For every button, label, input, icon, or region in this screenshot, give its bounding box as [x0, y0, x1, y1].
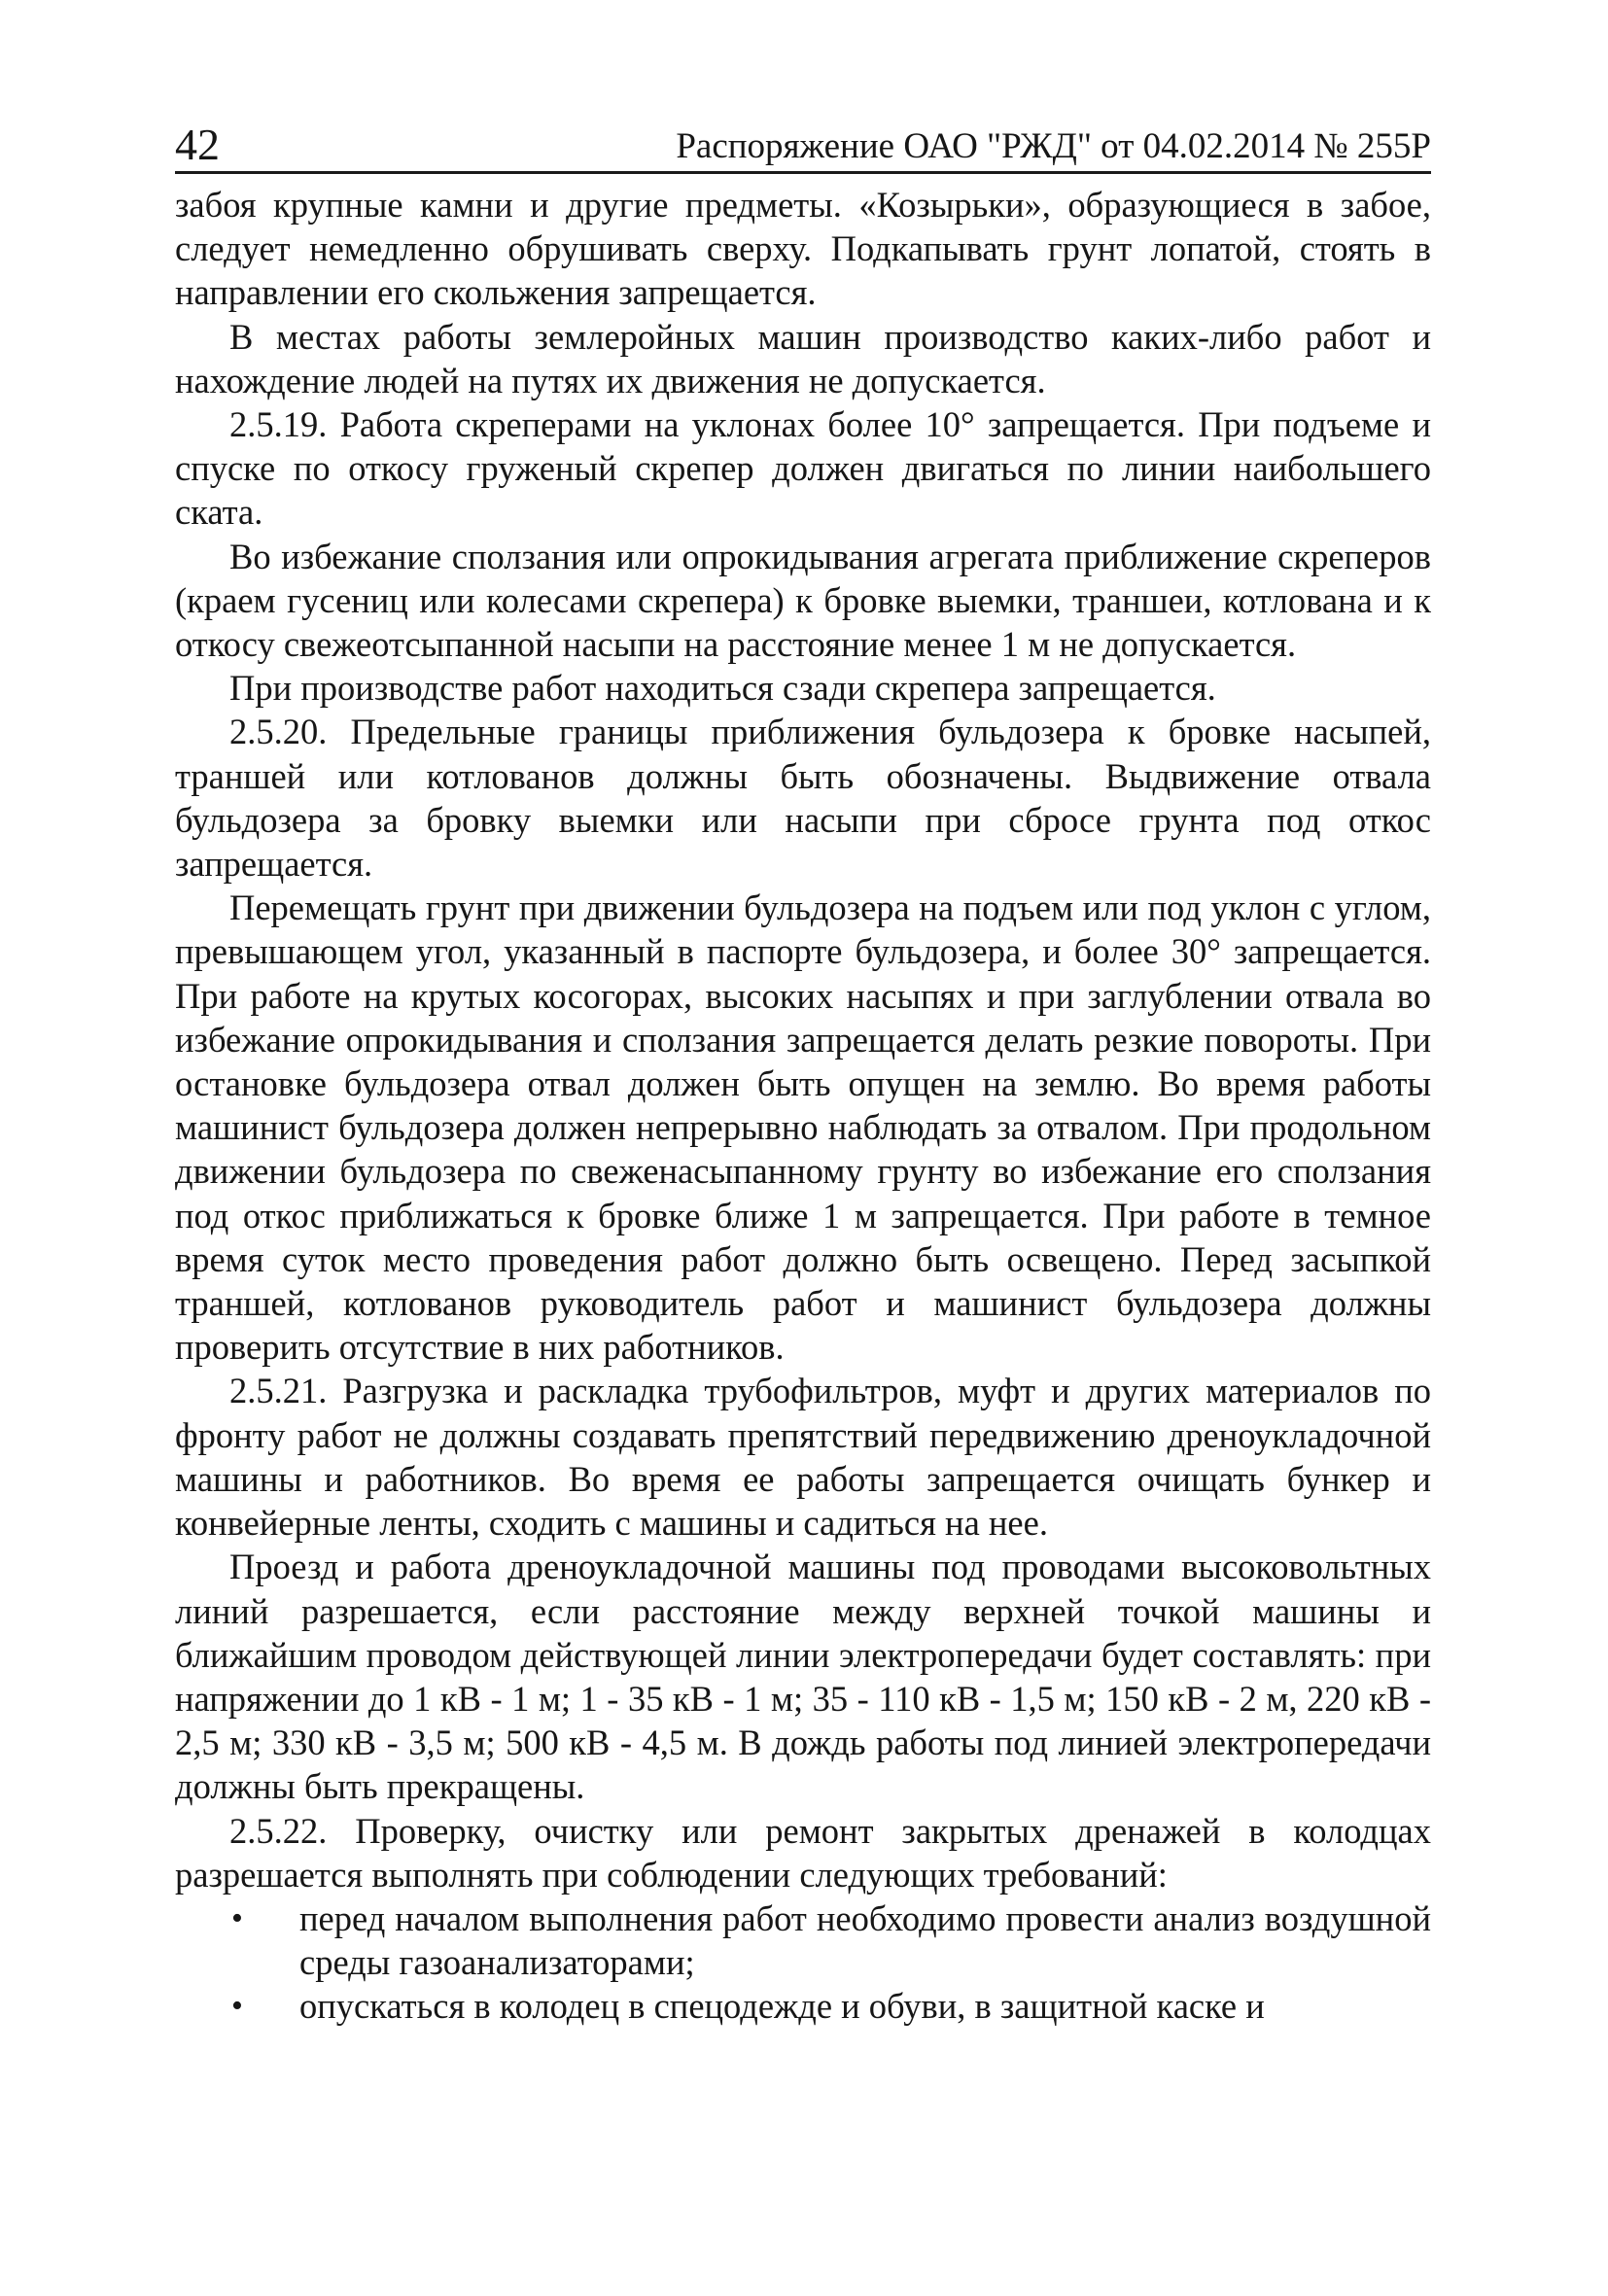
page-number: 42 [175, 120, 220, 169]
list-item [175, 1896, 1431, 1984]
requirements-list [175, 1896, 1431, 2029]
paragraph: 2.5.19. Работа скреперами на уклонах более 10° запрещается. При подъеме и спуске по откосу груженый скрепер должен двигаться по линии наибольшего ската. [175, 404, 1431, 533]
page-header [175, 121, 1431, 174]
paragraph: 2.5.20. Предельные границы приближения бульдозера к бровке насыпей, траншей или котлованов должны быть обозначены. Выдвижение отвала бульдозера за бровку выемки или насыпи при сбросе грунта под откос запрещается. [175, 712, 1431, 885]
paragraph: Перемещать грунт при движении бульдозера на подъем или под уклон с углом, превышающем угол, указанный в паспорте бульдозера, и более 30° запрещается. При работе на крутых косогорах, высоких насыпях и при заглублении отвала во избежание опрокидывания и сползания запрещается делать резкие повороты. При остановке бульдозера отвал должен быть опущен на землю. Во время работы машинист бульдозера должен непрерывно наблюдать за отвалом. При продольном движении бульдозера по свеженасыпанному грунту во избежание его сползания под откос приближаться к бровке ближе 1 м запрещается. При работе в темное время суток место проведения работ должно быть освещено. Перед засыпкой траншей, котлованов руководитель работ и машинист бульдозера должны проверить отсутствие в них работников. [175, 887, 1431, 1368]
paragraph: При производстве работ находиться сзади скрепера запрещается. [229, 668, 1216, 709]
bullet-icon: • [231, 1988, 243, 2025]
paragraph: В местах работы землеройных машин производство каких-либо работ и нахождение людей на путях их движения не допускается. [175, 316, 1431, 400]
paragraph: 2.5.21. Разгрузка и раскладка трубофильтров, муфт и других материалов по фронту работ не должны создавать препятствий передвижению дреноукладочной машины и работников. Во время ее работы запрещается очищать бункер и конвейерные ленты, сходить с машины и садиться на нее. [175, 1371, 1431, 1544]
list-item-text: перед началом выполнения работ необходимо провести анализ воздушной среды газоанализаторами; [299, 1897, 1431, 1983]
paragraph: Проезд и работа дреноукладочной машины под проводами высоковольтных линий разрешается, если расстояние между верхней точкой машины и ближайшим проводом действующей линии электропередачи будет составлять: при напряжении до 1 кВ - 1 м; 1 - 35 кВ - 1 м; 35 - 110 кВ - 1,5 м; 150 кВ - 2 м, 220 кВ - 2,5 м; 330 кВ - 3,5 м; 500 кВ - 4,5 м. В дождь работы под линией электропередачи должны быть прекращены. [175, 1547, 1431, 1807]
bullet-icon: • [231, 1899, 243, 1936]
paragraph: 2.5.22. Проверку, очистку или ремонт закрытых дренажей в колодцах разрешается выполнять при соблюдении следующих требований: [175, 1810, 1431, 1895]
list-item [175, 1984, 1431, 2028]
list-item-text: опускаться в колодец в спецодежде и обуви, в защитной каске и [299, 1986, 1265, 2027]
paragraph: Во избежание сползания или опрокидывания агрегата приближение скреперов (краем гусениц или колесами скрепера) к бровке выемки, траншеи, котлована и к откосу свежеотсыпанной насыпи на расстояние менее 1 м не допускается. [175, 536, 1431, 665]
paragraph: забоя крупные камни и другие предметы. «Козырьки», образующиеся в забое, следует немедленно обрушивать сверху. Подкапывать грунт лопатой, стоять в направлении его скольжения запрещается. [175, 185, 1431, 313]
running-title: Распоряжение ОАО "РЖД" от 04.02.2014 № 255Р [676, 126, 1431, 166]
body-text [175, 183, 1431, 2029]
